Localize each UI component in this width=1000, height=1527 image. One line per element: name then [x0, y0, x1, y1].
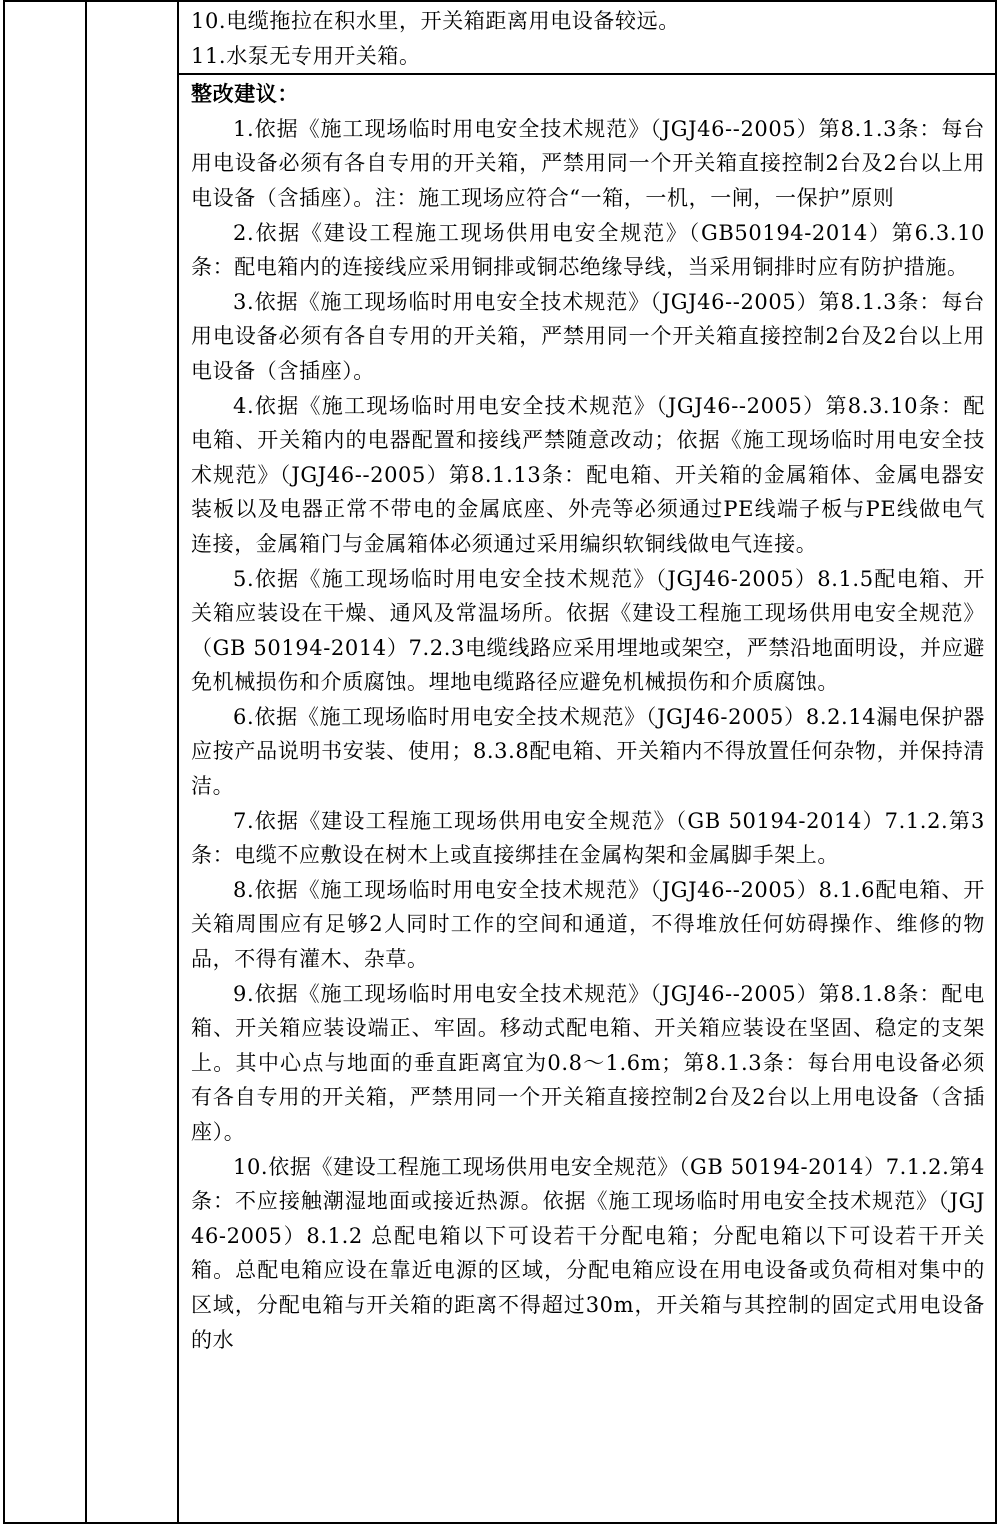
suggestions-cell — [178, 74, 996, 1523]
issues-cell — [178, 1, 996, 74]
issues-row — [4, 1, 996, 74]
suggestion-item-9: 9.依据《施工现场临时用电安全技术规范》（JGJ46--2005）第8.1.8条：配电箱、开关箱应装设端正、牢固。移动式配电箱、开关箱应装设在坚固、稳定的支架上。其中心点与地面的垂直距离宜为0.8～1.6m；第8.1.3条：每台用电设备必须有各自专用的开关箱，严禁用同一个开关箱直接控制2台及2台以上用电设备（含插座）。 — [191, 981, 985, 1144]
empty-cell-left — [4, 1, 86, 1523]
suggestion-item-7: 7.依据《建设工程施工现场供用电安全规范》（GB 50194-2014）7.1.2.第3条：电缆不应敷设在树木上或直接绑挂在金属构架和金属脚手架上。 — [191, 808, 985, 868]
inspection-table — [3, 0, 997, 1524]
suggestion-item-1: 1.依据《施工现场临时用电安全技术规范》（JGJ46--2005）第8.1.3条：每台用电设备必须有各自专用的开关箱，严禁用同一个开关箱直接控制2台及2台以上用电设备（含插座）。注：施工现场应符合“一箱，一机，一闸，一保护”原则 — [191, 116, 985, 210]
suggestion-item-2: 2.依据《建设工程施工现场供用电安全规范》（GB50194-2014）第6.3.10条：配电箱内的连接线应采用铜排或铜芯绝缘导线，当采用铜排时应有防护措施。 — [191, 220, 985, 280]
suggestion-item-10: 10.依据《建设工程施工现场供用电安全规范》（GB 50194-2014）7.1.2.第4条：不应接触潮湿地面或接近热源。依据《施工现场临时用电安全技术规范》（JGJ46-2005）8.1.2 总配电箱以下可设若干分配电箱；分配电箱以下可设若干开关箱。总配电箱应设在靠近电源的区域，分配电箱应设在用电设备或负荷相对集中的区域，分配电箱与开关箱的距离不得超过30m，开关箱与其控制的固定式用电设备的水 — [191, 1154, 985, 1352]
suggestion-item-5: 5.依据《施工现场临时用电安全技术规范》（JGJ46-2005）8.1.5配电箱、开关箱应装设在干燥、通风及常温场所。依据《建设工程施工现场供用电安全规范》（GB 50194-2014）7.2.3电缆线路应采用埋地或架空，严禁沿地面明设，并应避免机械损伤和介质腐蚀。埋地电缆路径应避免机械损伤和介质腐蚀。 — [191, 566, 985, 695]
suggestion-item-4: 4.依据《施工现场临时用电安全技术规范》（JGJ46--2005）第8.3.10条：配电箱、开关箱内的电器配置和接线严禁随意改动；依据《施工现场临时用电安全技术规范》（JGJ46--2005）第8.1.13条：配电箱、开关箱的金属箱体、金属电器安装板以及电器正常不带电的金属底座、外壳等必须通过PE线端子板与PE线做电气连接，金属箱门与金属箱体必须通过采用编织软铜线做电气连接。 — [191, 393, 985, 556]
issues-list — [179, 2, 995, 73]
issue-item-10: 10.电缆拖拉在积水里，开关箱距离用电设备较远。 — [191, 9, 680, 33]
suggestion-item-6: 6.依据《施工现场临时用电安全技术规范》（JGJ46-2005）8.2.14漏电保护器应按产品说明书安装、使用；8.3.8配电箱、开关箱内不得放置任何杂物，并保持清洁。 — [191, 704, 985, 799]
suggestion-item-3: 3.依据《施工现场临时用电安全技术规范》（JGJ46--2005）第8.1.3条：每台用电设备必须有各自专用的开关箱，严禁用同一个开关箱直接控制2台及2台以上用电设备（含插座）。 — [191, 289, 985, 383]
suggestions-heading: 整改建议： — [191, 81, 299, 107]
issue-item-11: 11.水泵无专用开关箱。 — [191, 43, 421, 68]
suggestions-list — [179, 75, 995, 1357]
empty-cell-middle — [86, 1, 178, 1523]
suggestion-item-8: 8.依据《施工现场临时用电安全技术规范》（JGJ46--2005）8.1.6配电箱、开关箱周围应有足够2人同时工作的空间和通道，不得堆放任何妨碍操作、维修的物品，不得有灌木、杂草。 — [191, 877, 985, 972]
